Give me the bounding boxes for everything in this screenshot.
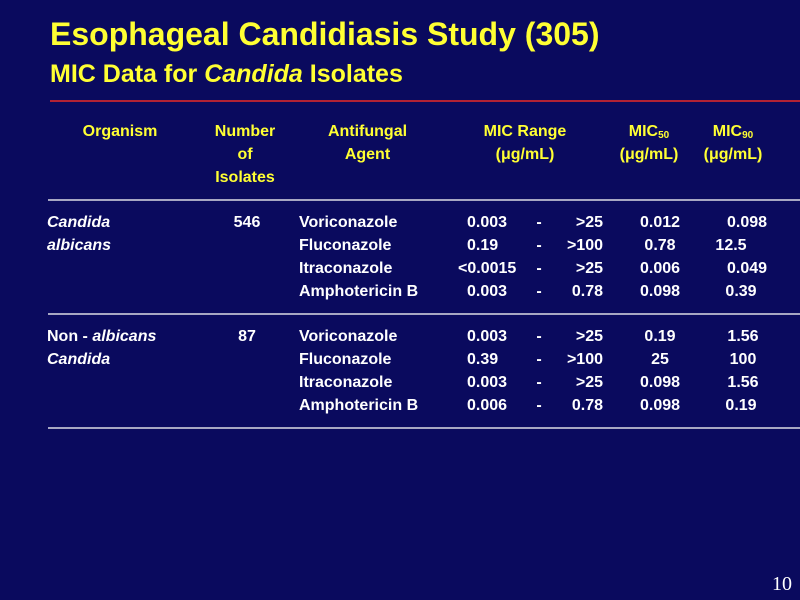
range-low: 0.003 [467,214,508,231]
header-mic50-l1: $MIC_{50}$ [628,123,670,141]
range-dash: - [536,397,542,414]
mic90-value: 0.19 [725,397,757,414]
subtitle-italic: Candida [204,60,303,88]
range-low: 0.19 [467,237,499,254]
page-number: 10 [772,573,792,595]
header-agent-l2: Agent [344,146,391,163]
agent-name: Amphotericin B [299,397,419,414]
mic50-value: 0.006 [639,260,681,277]
range-low: 0.39 [467,351,499,368]
range-low: 0.003 [467,328,508,345]
range-dash: - [536,214,542,231]
header-range-l1: MIC Range [483,123,567,140]
mic90-value: 0.098 [726,214,768,231]
header-number-l2: of [237,146,253,163]
header-mic50-l2: (μg/mL) [619,146,679,163]
organism-cell: Non - albicans Candida [47,328,157,368]
isolate-count: 546 [233,214,261,231]
range-high: >25 [575,374,603,391]
isolate-count: 87 [238,328,256,345]
slide-subtitle [50,60,403,89]
range-dash: - [536,351,542,368]
range-high: 0.78 [571,283,603,300]
header-mic90-l1: $MIC_{90}$ [712,123,754,141]
range-dash: - [536,328,542,345]
subtitle-suffix: Isolates [302,60,403,88]
header-number-l1: Number [214,123,276,140]
mic90-value: 0.39 [725,283,757,300]
agent-name: Itraconazole [299,260,393,277]
range-high: >100 [566,351,603,368]
range-high: 0.78 [571,397,603,414]
mic90-value: 12.5 [715,237,747,254]
table-bottom-divider [48,427,800,429]
organism-cell: Candida albicans [47,214,112,254]
header-divider [48,199,800,201]
range-low: 0.003 [467,374,508,391]
range-dash: - [536,260,542,277]
mic90-value: 1.56 [727,328,759,345]
agent-name: Voriconazole [299,214,398,231]
header-number-l3: Isolates [215,169,275,186]
mic50-value: 0.098 [639,374,681,391]
mic50-value: 25 [651,351,669,368]
mic50-value: 0.098 [639,283,681,300]
mic50-value: 0.78 [644,237,676,254]
range-high: >100 [566,237,603,254]
header-range-l2: (μg/mL) [495,146,555,163]
range-high: >25 [575,328,603,345]
agent-name: Voriconazole [299,328,398,345]
range-low: 0.003 [467,283,508,300]
agent-name: Fluconazole [299,237,392,254]
range-low: <0.0015 [458,260,517,277]
subtitle-prefix: MIC Data for [50,60,205,88]
agent-name: Fluconazole [299,351,392,368]
mic50-value: 0.098 [639,397,681,414]
header-mic50 [608,120,690,166]
header-range [455,120,595,166]
range-high: >25 [575,260,603,277]
header-number [200,120,290,189]
range-dash: - [536,237,542,254]
header-mic90 [692,120,774,166]
mic50-value: 0.19 [644,328,676,345]
mic90-value: 1.56 [727,374,759,391]
group-divider [48,313,800,315]
range-high: >25 [575,214,603,231]
range-dash: - [536,283,542,300]
range-dash: - [536,374,542,391]
slide-title: Esophageal Candidiasis Study (305) [50,16,600,52]
agent-name: Itraconazole [299,374,393,391]
mic90-value: 100 [729,351,757,368]
header-mic50-sub: 50 [658,130,670,141]
header-agent-l1: Antifungal [327,123,408,140]
header-mic90-sub: 90 [742,130,754,141]
mic50-value: 0.012 [639,214,681,231]
mic90-value: 0.049 [726,260,768,277]
header-organism: Organism [82,123,158,140]
agent-name: Amphotericin B [299,283,419,300]
title-divider [50,100,800,102]
header-mic90-l2: (μg/mL) [703,146,763,163]
range-low: 0.006 [467,397,508,414]
header-agent [310,120,425,166]
